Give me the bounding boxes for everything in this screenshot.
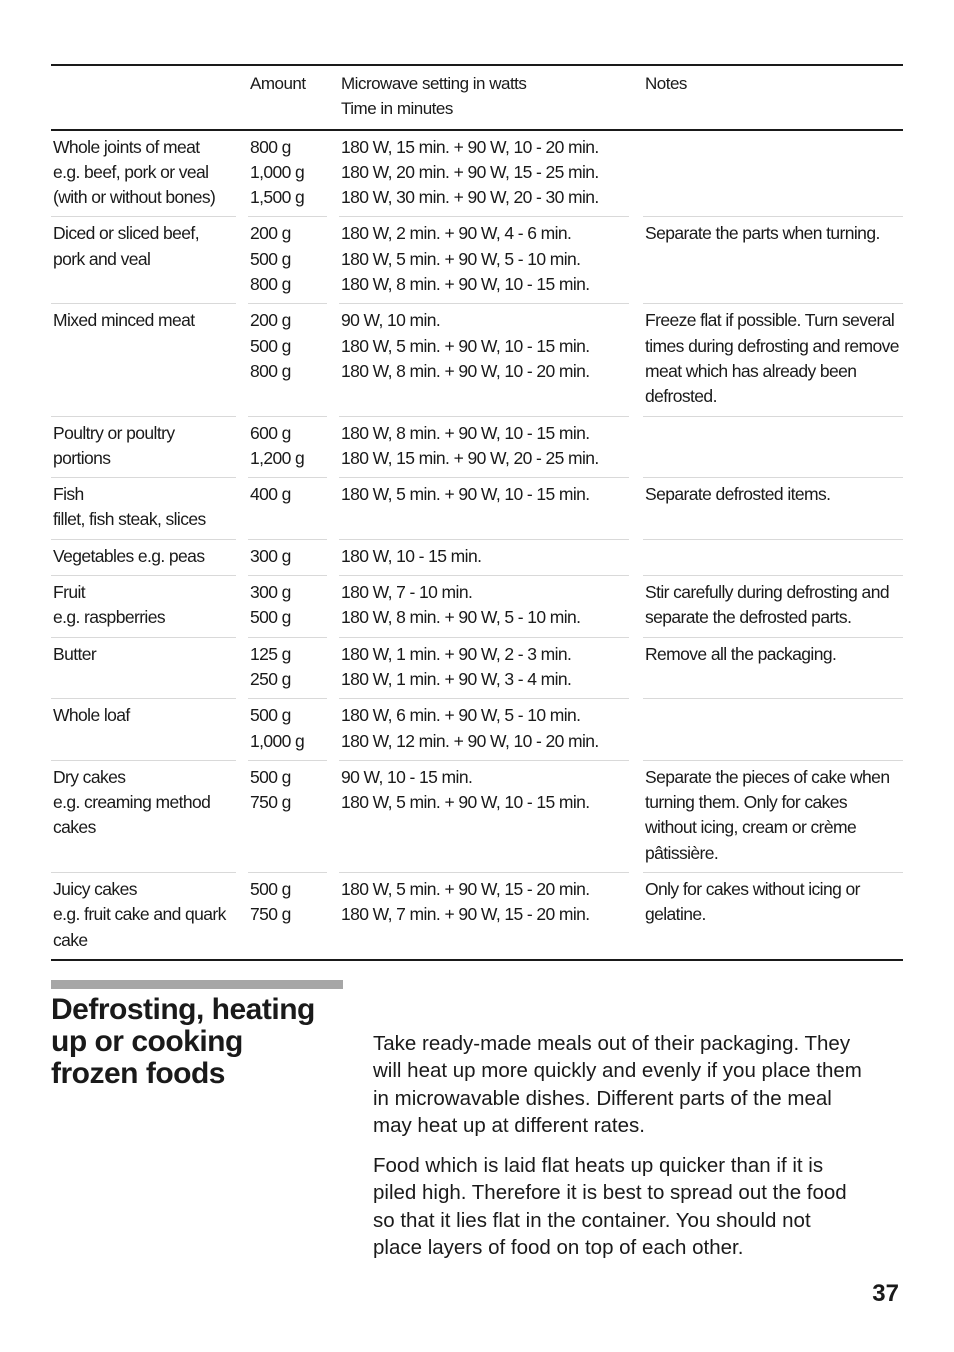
setting-cell: [339, 576, 629, 638]
setting-cell: [339, 540, 629, 576]
food-cell-line: Butter: [53, 643, 97, 664]
food-cell: [51, 217, 236, 304]
notes-cell: [643, 540, 903, 576]
amount-cell-line: 1,000 g: [250, 730, 305, 751]
setting-cell-line: 180 W, 1 min. + 90 W, 3 - 4 min.: [341, 668, 572, 689]
amount-cell-line: 750 g: [250, 904, 291, 925]
setting-cell-line: 180 W, 7 - 10 min.: [341, 582, 473, 603]
amount-cell: [248, 638, 327, 700]
food-cell-line: pork and veal: [53, 248, 151, 269]
setting-cell-line: 180 W, 8 min. + 90 W, 5 - 10 min.: [341, 607, 581, 628]
setting-cell: [339, 761, 629, 873]
notes-cell: [643, 304, 903, 416]
notes-cell-line: times during defrosting and remove: [645, 335, 899, 356]
food-cell: [51, 576, 236, 638]
setting-cell-line: 180 W, 6 min. + 90 W, 5 - 10 min.: [341, 705, 581, 726]
header-amount: [248, 66, 327, 129]
amount-cell-line: 800 g: [250, 360, 291, 381]
notes-cell-line: gelatine.: [645, 904, 706, 925]
setting-cell-line: 180 W, 1 min. + 90 W, 2 - 3 min.: [341, 643, 572, 664]
amount-cell-line: 500 g: [250, 335, 291, 356]
amount-cell-line: 750 g: [250, 792, 291, 813]
body-line: place layers of food on top of each other.: [373, 1236, 744, 1260]
setting-cell-line: 90 W, 10 min.: [341, 310, 441, 331]
notes-cell-line: meat which has already been: [645, 360, 857, 381]
amount-cell-line: 500 g: [250, 705, 291, 726]
header-setting-line: Time in minutes: [341, 99, 453, 119]
notes-cell: [643, 699, 903, 761]
food-cell-line: e.g. fruit cake and quark: [53, 904, 226, 925]
setting-cell-line: 180 W, 7 min. + 90 W, 15 - 20 min.: [341, 904, 590, 925]
header-notes-label: Notes: [645, 74, 687, 93]
table-row: [51, 699, 903, 761]
amount-cell-line: 500 g: [250, 607, 291, 628]
food-cell-line: e.g. creaming method: [53, 792, 211, 813]
amount-cell-line: 125 g: [250, 643, 291, 664]
amount-cell-line: 400 g: [250, 484, 291, 505]
food-cell: [51, 699, 236, 761]
setting-cell-line: 180 W, 5 min. + 90 W, 10 - 15 min.: [341, 484, 590, 505]
setting-cell: [339, 131, 629, 218]
amount-cell: [248, 478, 327, 540]
table-header-row: [51, 66, 903, 129]
table-row: [51, 873, 903, 959]
amount-cell-line: 800 g: [250, 136, 291, 157]
setting-cell-line: 180 W, 5 min. + 90 W, 5 - 10 min.: [341, 248, 581, 269]
table-row: [51, 417, 903, 479]
amount-cell-line: 500 g: [250, 879, 291, 900]
header-food: [51, 66, 236, 129]
setting-cell-line: 180 W, 10 - 15 min.: [341, 545, 482, 566]
notes-cell-line: defrosted.: [645, 386, 717, 407]
food-cell-line: Vegetables e.g. peas: [53, 545, 205, 566]
setting-cell-line: 180 W, 5 min. + 90 W, 10 - 15 min.: [341, 792, 590, 813]
setting-cell-line: 90 W, 10 - 15 min.: [341, 766, 473, 787]
setting-cell: [339, 873, 629, 959]
setting-cell-line: 180 W, 5 min. + 90 W, 10 - 15 min.: [341, 335, 590, 356]
notes-cell-line: turning them. Only for cakes: [645, 792, 848, 813]
notes-cell: [643, 761, 903, 873]
food-cell-line: Whole loaf: [53, 705, 130, 726]
notes-cell: [643, 576, 903, 638]
table-row: [51, 576, 903, 638]
notes-cell: [643, 873, 903, 959]
setting-cell: [339, 417, 629, 479]
table-row: [51, 761, 903, 873]
table-row: [51, 540, 903, 576]
food-cell-line: portions: [53, 447, 111, 468]
table-bottom-rule: [51, 959, 903, 961]
notes-cell-line: Separate the pieces of cake when: [645, 766, 890, 787]
food-cell-line: cake: [53, 929, 88, 950]
food-cell-line: Fish: [53, 484, 84, 505]
food-cell: [51, 761, 236, 873]
setting-cell: [339, 217, 629, 304]
notes-cell-line: Remove all the packaging.: [645, 643, 837, 664]
table-row: [51, 304, 903, 416]
notes-cell: [643, 131, 903, 218]
table-row: [51, 217, 903, 304]
amount-cell-line: 500 g: [250, 766, 291, 787]
setting-cell-line: 180 W, 30 min. + 90 W, 20 - 30 min.: [341, 187, 599, 208]
food-cell-line: Poultry or poultry: [53, 422, 175, 443]
setting-cell-line: 180 W, 8 min. + 90 W, 10 - 15 min.: [341, 274, 590, 295]
section-title-line: frozen foods: [51, 1057, 225, 1090]
notes-cell: [643, 478, 903, 540]
notes-cell-line: pâtissière.: [645, 842, 719, 863]
food-cell-line: (with or without bones): [53, 187, 216, 208]
setting-cell-line: 180 W, 5 min. + 90 W, 15 - 20 min.: [341, 879, 590, 900]
amount-cell-line: 1,500 g: [250, 187, 305, 208]
notes-cell-line: Separate the parts when turning.: [645, 223, 880, 244]
body-line: in microwavable dishes. Different parts of the meal: [373, 1086, 832, 1110]
header-notes: [643, 66, 903, 129]
section-title-line: up or cooking: [51, 1025, 243, 1058]
body-paragraph: [373, 1152, 903, 1261]
setting-cell-line: 180 W, 20 min. + 90 W, 15 - 25 min.: [341, 161, 599, 182]
notes-cell: [643, 217, 903, 304]
body-line: may heat up at different rates.: [373, 1113, 645, 1137]
header-setting-line: Microwave setting in watts: [341, 74, 527, 93]
food-cell: [51, 417, 236, 479]
amount-cell-line: 1,200 g: [250, 447, 305, 468]
food-cell: [51, 540, 236, 576]
table-row: [51, 478, 903, 540]
body-line: so that it lies flat in the container. You should not: [373, 1208, 811, 1232]
amount-cell-line: 1,000 g: [250, 161, 305, 182]
amount-cell-line: 200 g: [250, 223, 291, 244]
notes-cell: [643, 417, 903, 479]
food-cell-line: Juicy cakes: [53, 879, 137, 900]
table-row: [51, 131, 903, 218]
amount-cell-line: 300 g: [250, 545, 291, 566]
amount-cell-line: 800 g: [250, 274, 291, 295]
setting-cell: [339, 638, 629, 700]
food-cell-line: Fruit: [53, 582, 86, 603]
notes-cell-line: Only for cakes without icing or: [645, 879, 860, 900]
setting-cell-line: 180 W, 8 min. + 90 W, 10 - 20 min.: [341, 360, 590, 381]
food-cell-line: Diced or sliced beef,: [53, 223, 199, 244]
header-setting: [339, 66, 629, 129]
food-cell: [51, 478, 236, 540]
amount-cell-line: 300 g: [250, 582, 291, 603]
table-body: [51, 131, 903, 959]
page-number: 37: [872, 1280, 899, 1307]
food-cell-line: e.g. beef, pork or veal: [53, 161, 209, 182]
notes-cell-line: Freeze flat if possible. Turn several: [645, 310, 895, 331]
setting-cell-line: 180 W, 8 min. + 90 W, 10 - 15 min.: [341, 422, 590, 443]
setting-cell: [339, 478, 629, 540]
amount-cell-line: 200 g: [250, 310, 291, 331]
setting-cell: [339, 699, 629, 761]
setting-cell-line: 180 W, 15 min. + 90 W, 10 - 20 min.: [341, 136, 599, 157]
setting-cell: [339, 304, 629, 416]
setting-cell-line: 180 W, 12 min. + 90 W, 10 - 20 min.: [341, 730, 599, 751]
amount-cell: [248, 540, 327, 576]
amount-cell: [248, 576, 327, 638]
notes-cell-line: separate the defrosted parts.: [645, 607, 852, 628]
food-cell-line: e.g. raspberries: [53, 607, 165, 628]
amount-cell-line: 500 g: [250, 248, 291, 269]
food-cell-line: Mixed minced meat: [53, 310, 195, 331]
body-line: Take ready-made meals out of their packaging. They: [373, 1032, 851, 1055]
food-cell-line: fillet, fish steak, slices: [53, 509, 206, 530]
amount-cell: [248, 131, 327, 218]
amount-cell: [248, 217, 327, 304]
food-cell-line: Whole joints of meat: [53, 136, 200, 157]
amount-cell: [248, 873, 327, 959]
setting-cell-line: 180 W, 2 min. + 90 W, 4 - 6 min.: [341, 223, 572, 244]
amount-cell-line: 250 g: [250, 668, 291, 689]
body-line: will heat up more quickly and evenly if you place them: [373, 1059, 862, 1083]
body-line: Food which is laid flat heats up quicker than if it is: [373, 1154, 824, 1178]
amount-cell-line: 600 g: [250, 422, 291, 443]
amount-cell: [248, 304, 327, 416]
table-row: [51, 638, 903, 700]
body-line: piled high. Therefore it is best to spread out the food: [373, 1181, 847, 1205]
food-cell: [51, 873, 236, 959]
food-cell-line: cakes: [53, 817, 96, 838]
section-bar: [51, 980, 343, 989]
defrosting-table: [51, 64, 903, 961]
section-title: [51, 994, 351, 1090]
amount-cell: [248, 761, 327, 873]
food-cell: [51, 304, 236, 416]
section-body: [373, 1030, 903, 1274]
notes-cell-line: Stir carefully during defrosting and: [645, 582, 889, 603]
notes-cell: [643, 638, 903, 700]
setting-cell-line: 180 W, 15 min. + 90 W, 20 - 25 min.: [341, 447, 599, 468]
food-cell: [51, 131, 236, 218]
notes-cell-line: without icing, cream or crème: [645, 817, 857, 838]
section-title-line: Defrosting, heating: [51, 993, 315, 1026]
notes-cell-line: Separate defrosted items.: [645, 484, 831, 505]
food-cell: [51, 638, 236, 700]
amount-cell: [248, 699, 327, 761]
food-cell-line: Dry cakes: [53, 766, 126, 787]
body-paragraph: [373, 1030, 903, 1139]
header-amount-label: Amount: [250, 74, 306, 93]
amount-cell: [248, 417, 327, 479]
